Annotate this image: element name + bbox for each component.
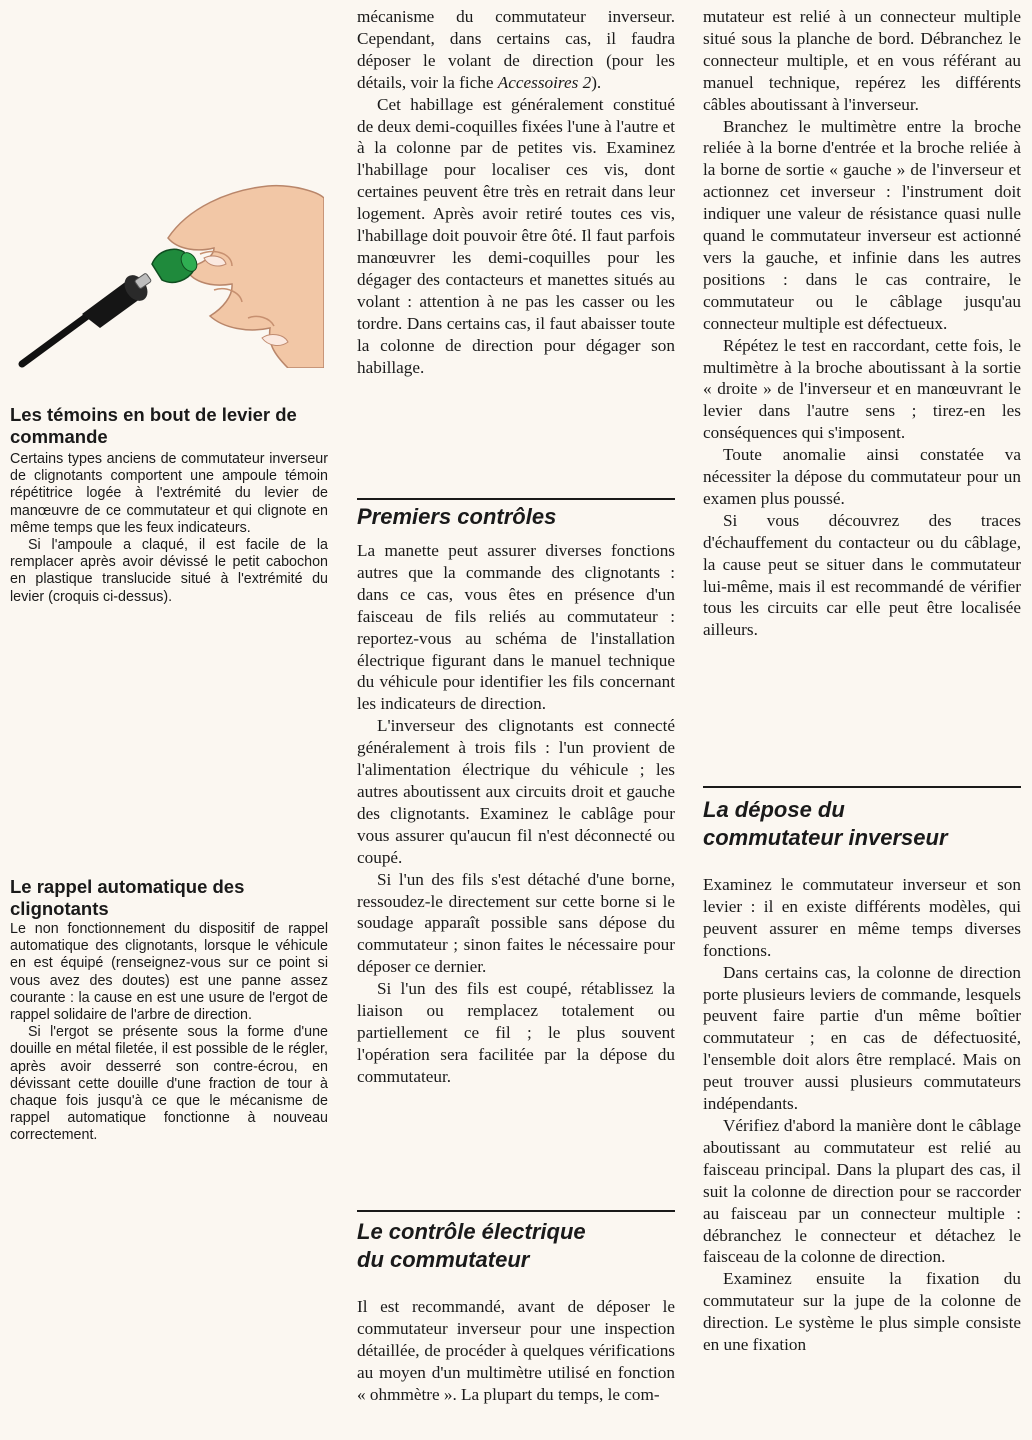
paragraph [357, 6, 675, 94]
premiers-text [357, 540, 675, 1088]
paragraph: Si l'ampoule a claqué, il est facile de la remplacer après avoir dévissé le petit cabochon en plastique translucide situé à l'extrémité du levier (croquis ci-dessus). [10, 537, 328, 605]
heading-line: La dépose du [703, 797, 845, 822]
paragraph: Dans certains cas, la colonne de direction porte plusieurs leviers de commande, lesquels peuvent faire partie d'un même boîtier commutateur ; en cas de défectuosité, l'ensemble doit alors être remplacé. Mais on peut trouver aussi plusieurs commutateurs indépendants. [703, 962, 1021, 1114]
heading-controle-electrique [357, 1218, 675, 1274]
paragraph: Répétez le test en raccordant, cette fois, le multimètre à la broche aboutissant à la sortie « droite » de l'inverseur et en manœuvrant le levier dans l'autre sens ; tirez-en les conséquences qui s'imposent. [703, 335, 1021, 443]
paragraph: Examinez ensuite la fixation du commutateur sur la jupe de la colonne de direction. Le système le plus simple consiste en une fixation [703, 1269, 1021, 1355]
paragraph: Toute anomalie ainsi constatée va nécessiter la dépose du commutateur pour un examen plus poussé. [703, 445, 1021, 508]
sidebar-text-rappel [10, 921, 328, 1145]
paragraph: Il est recommandé, avant de déposer le commutateur inverseur pour une inspection détaillée, de procéder à quelques vérifications au moyen d'un multimètre utilisé en fonction « ohmmètre ». La plupart du temps, le com- [357, 1297, 675, 1404]
paragraph: Vérifiez d'abord la manière dont le câblage aboutissant au commutateur est relié au faisceau principal. Dans la plupart des cas, il suit la colonne de direction pour se raccorder au faisceau par un connecteur multiple : débranchez le connecteur et détachez le faisceau de la colonne de direction. [703, 1115, 1021, 1267]
text-run: ). [591, 72, 602, 92]
heading-line: du commutateur [357, 1247, 530, 1272]
paragraph: L'inverseur des clignotants est connecté généralement à trois fils : l'un provient de l'alimentation électrique du véhicule ; les autres aboutissent aux circuits droit et gauche des clignotants. Examinez le cablâge pour vous assurer qu'aucun fil n'est déconnecté ou coupé. [357, 716, 675, 867]
paragraph: Cet habillage est généralement constitué de deux demi-coquilles fixées l'une à l'autre et à la colonne par de petites vis. Examinez l'habillage pour localiser ces vis, dont certaines peuvent être très en retrait dans leur logement. Après avoir retiré toutes ces vis, l'habillage doit pouvoir être ôté. Il faut parfois manœuvrer les demi-coquilles pour les dégager des contacteurs et manettes situés au volant : attention à ne pas les casser ou les tordre. Dans certains cas, il faut abaisser toute la colonne de direction pour dégager son habillage. [357, 94, 675, 377]
sidebar-title-rappel: Le rappel automatique des clignotants [10, 876, 245, 919]
paragraph: Branchez le multimètre entre la broche reliée à la borne d'entrée et la broche reliée à la borne de sortie « gauche » de l'inverseur et actionnez cet inverseur : l'instrument doit indiquer une valeur de résistance quasi nulle quand le commutateur inverseur est actionné vers la gauche, et infinie dans les autres positions : dans le cas contraire, le commutateur ou le câblage jusqu'au connecteur multiple est défectueux. [703, 116, 1021, 333]
text-run: mécanisme du commutateur inverseur. Cependant, dans certains cas, il faudra déposer le volant de direction (pour les détails, voir la fiche [357, 7, 675, 92]
paragraph: Si l'un des fils s'est détaché d'une borne, ressoudez-le directement sur cette borne si le soudage apparaît possible sans dépose du commutateur ; sinon faites le nécessaire pour déposer ce dernier. [357, 869, 675, 977]
heading-line: Le contrôle électrique [357, 1219, 586, 1244]
heading-premiers-controles: Premiers contrôles [357, 504, 557, 529]
controle-text [357, 1296, 675, 1406]
paragraph: Si l'ergot se présente sous la forme d'une douille en métal filetée, il est possible de le régler, après avoir desserré son contre-écrou, en dévissant cette douille d'une fraction de tour à chaque fois jusqu'à ce que le mécanisme de rappel automatique fonctionne à nouveau correctement. [10, 1024, 328, 1144]
sidebar-title-temoins: Les témoins en bout de levier de commande [10, 404, 297, 447]
reference-emphasis: Accessoires 2 [497, 72, 592, 92]
continuation-text [703, 6, 1021, 641]
section-rule [703, 786, 1021, 788]
paragraph: Si vous découvrez des traces d'échauffement du contacteur ou du câblage, la cause peut se situer dans le commutateur lui-même, mais il est recommandé de vérifier tous les circuits car elle peut être localisée ailleurs. [703, 510, 1021, 640]
paragraph: Le non fonctionnement du dispositif de rappel automatique des clignotants, lorsque le véhicule en est équipé (renseignez-vous sur ce point si vous avez des doutes) est une panne assez courante : la cause en est une usure de l'ergot de rappel solidaire de l'arbre de direction. [10, 921, 328, 1024]
paragraph: La manette peut assurer diverses fonctions autres que la commande des clignotants : dans ce cas, vous êtes en présence d'un faisceau de fils reliés au commutateur : reportez-vous au schéma de l'installation électrique figurant dans le manuel technique du véhicule pour identifier les fils concernant les indicateurs de direction. [357, 541, 675, 714]
section-rule [357, 1210, 675, 1212]
paragraph: mutateur est relié à un connecteur multiple situé sous la planche de bord. Débranchez le connecteur multiple, et en vous référant au manuel technique, repérez les différents câbles aboutissant à l'inverseur. [703, 7, 1021, 114]
sidebar-text-temoins [10, 451, 328, 606]
paragraph: Si l'un des fils est coupé, rétablissez la liaison ou remplacez totalement ou partiellement ce fil ; le plus souvent l'opération sera facilitée par la dépose du commutateur. [357, 979, 675, 1086]
paragraph: Certains types anciens de commutateur inverseur de clignotants comportent une ampoule témoin répétitrice logée à l'extrémité du levier de manœuvre de ce commutateur et qui clignote en même temps que les feux indicateurs. [10, 451, 328, 536]
section-rule [357, 498, 675, 500]
intro-text [357, 6, 675, 378]
lever-bulb-illustration [18, 168, 324, 368]
heading-depose [703, 796, 1021, 852]
depose-text [703, 874, 1021, 1356]
paragraph: Examinez le commutateur inverseur et son levier : il en existe différents modèles, qui peuvent assurer en même temps diverses fonctions. [703, 875, 1021, 960]
heading-line: commutateur inverseur [703, 825, 948, 850]
